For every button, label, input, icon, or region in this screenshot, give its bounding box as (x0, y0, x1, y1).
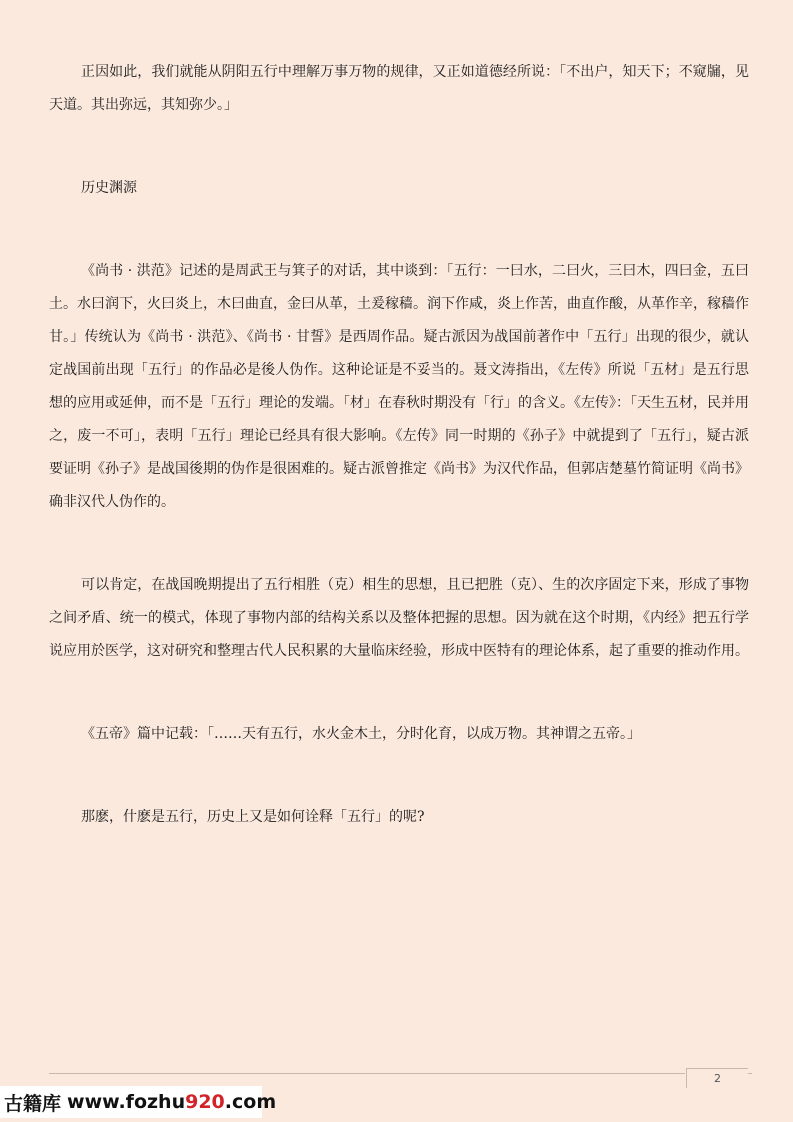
paragraph-spacer (49, 751, 749, 801)
watermark-url-suffix: .com (224, 1091, 277, 1113)
paragraph-intro: 正因如此，我们就能从阴阳五行中理解万事万物的规律，又正如道德经所说：「不出户，知天下；不窥牖，见天道。其出弥远，其知弥少。」 (49, 64, 749, 113)
paragraph-spacer (49, 519, 749, 569)
paragraph-spacer (49, 668, 749, 718)
watermark-site-name: 古籍库 (4, 1092, 62, 1115)
paragraph-spacer (49, 122, 749, 172)
paragraph-spacer (49, 205, 749, 255)
watermark-url-number: 920 (185, 1091, 225, 1113)
footer-divider (49, 1073, 685, 1074)
watermark-url-prefix: www.fozhu (67, 1091, 186, 1113)
paragraph-warring-states: 可以肯定，在战国晚期提出了五行相胜（克）相生的思想，且已把胜（克）、生的次序固定下来，形成了事物之间矛盾、统一的模式，体现了事物内部的结构关系以及整体把握的思想。因为就在这个时期，《内经》把五行学说应用於医学，这对研究和整理古代人民积累的大量临床经验，形成中医特有的理论体系，起了重要的推动作用。 (49, 577, 749, 659)
paragraph-question: 那麽，什麽是五行，历史上又是如何诠释「五行」的呢? (81, 809, 425, 825)
footer-corner-mark (748, 1073, 752, 1074)
page-number: 2 (686, 1068, 748, 1088)
document-body (49, 56, 749, 834)
site-watermark (0, 1086, 277, 1118)
section-heading: 历史渊源 (81, 180, 137, 196)
paragraph-history: 《尚书 · 洪范》记述的是周武王与箕子的对话，其中谈到：「五行：一曰水，二曰火，三曰木，四曰金，五曰土。水曰润下，火曰炎上，木曰曲直，金曰从革，土爰稼穑。润下作咸，炎上作苦，曲直作酸，从革作辛，稼穑作甘。」传统认为《尚书 · 洪范》、《尚书 · 甘誓》是西周作品。疑古派因为战国前著作中「五行」出现的很少，就认定战国前出现「五行」的作品必是後人伪作。这种论证是不妥当的。聂文涛指出，《左传》所说「五材」是五行思想的应用或延伸，而不是「五行」理论的发端。「材」在春秋时期没有「行」的含义。《左传》：「天生五材，民并用之，废一不可」，表明「五行」理论已经具有很大影响。《左传》同一时期的《孙子》中就提到了「五行」，疑古派要证明《孙子》是战国後期的伪作是很困难的。疑古派曾推定《尚书》为汉代作品，但郭店楚墓竹简证明《尚书》确非汉代人伪作的。 (49, 263, 749, 510)
paragraph-wudi: 《五帝》篇中记载：「……天有五行，水火金木土，分时化育，以成万物。其神谓之五帝。」 (81, 726, 641, 742)
